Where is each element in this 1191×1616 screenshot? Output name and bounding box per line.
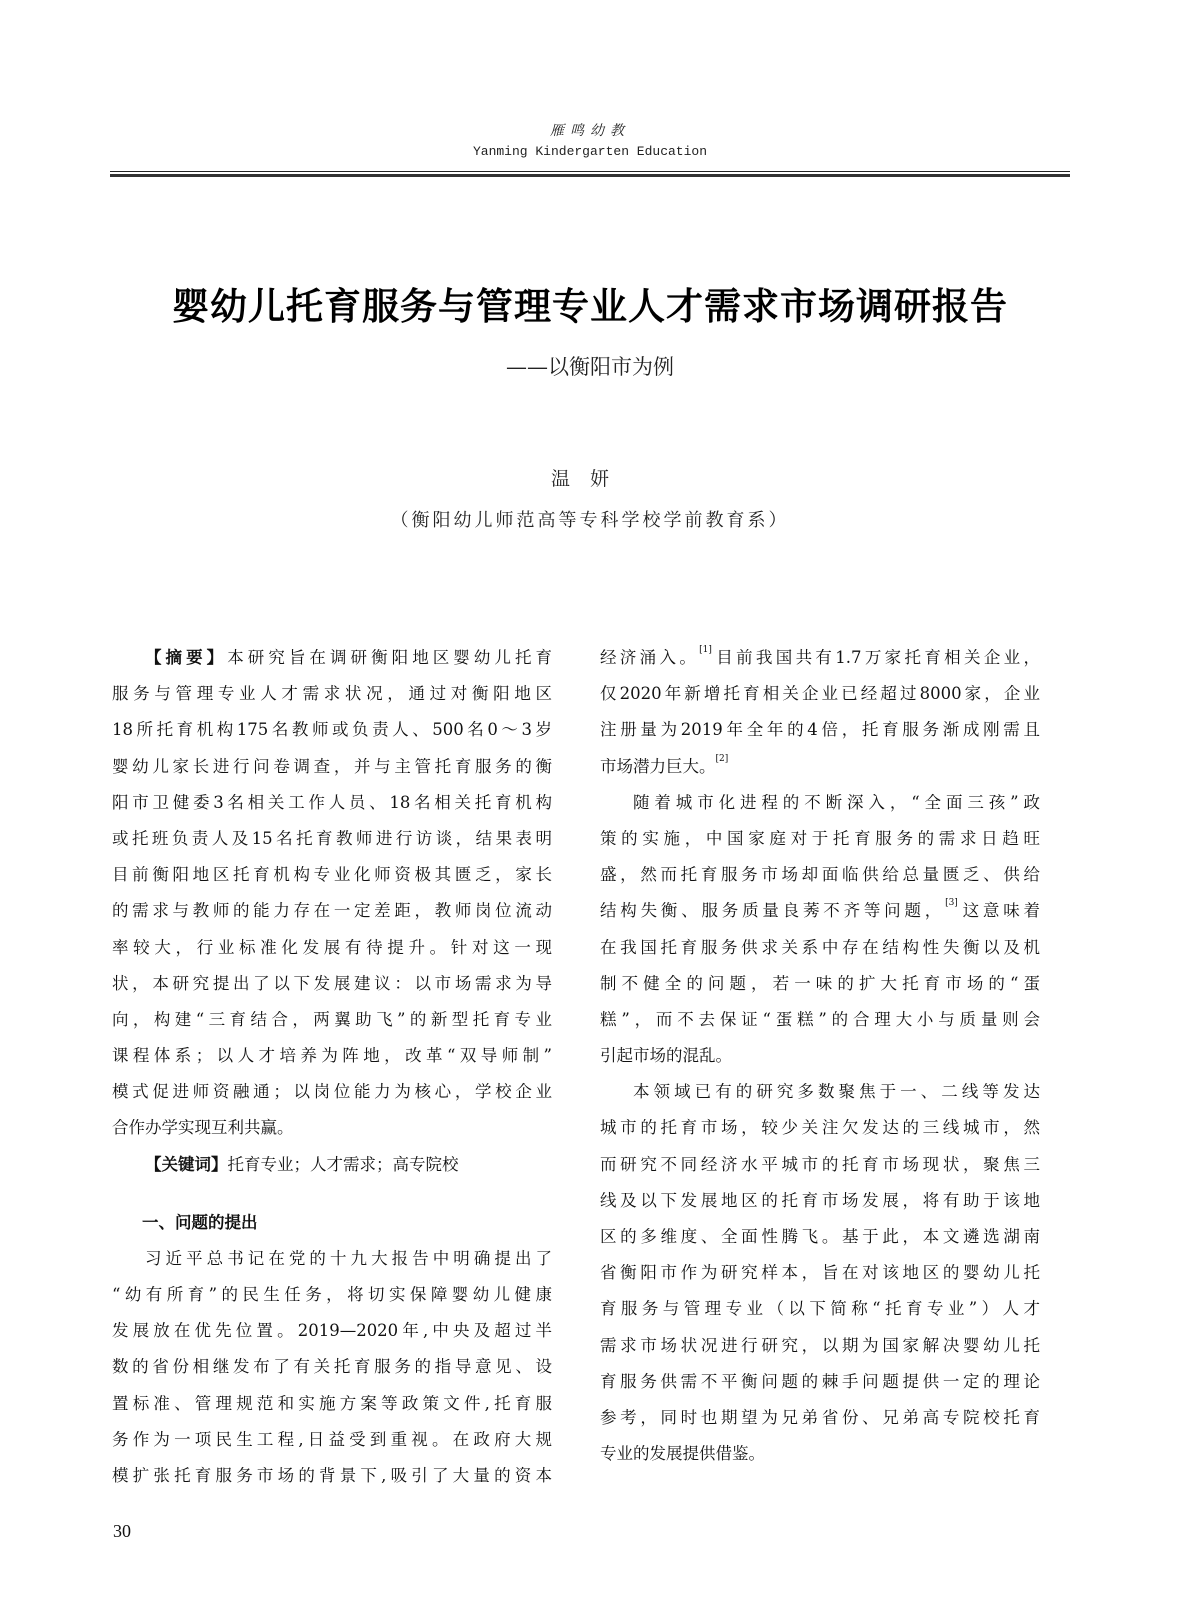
- body-line: 策的实施，中国家庭对于托育服务的需求日趋旺: [600, 828, 1040, 848]
- body-text: 经济涌入。: [600, 648, 700, 667]
- section-heading: 一、问题的提出: [142, 1212, 258, 1232]
- keywords-line: [112, 1147, 552, 1183]
- abstract-line: 阳市卫健委3名相关工作人员、18名相关托育机构: [112, 792, 552, 812]
- body-line: 随着城市化进程的不断深入，“全面三孩”政: [633, 792, 1040, 812]
- abstract-line: 或托班负责人及15名托育教师进行访谈，结果表明: [112, 828, 552, 848]
- body-line: 城市的托育市场，较少关注欠发达的三线城市，然: [600, 1118, 1040, 1138]
- author-name: 温妍: [550, 468, 629, 490]
- abstract-line: 目前衡阳地区托育机构专业化师资极其匮乏，家长: [112, 865, 552, 885]
- keywords-text: 托育专业；人才需求；高专院校: [227, 1154, 459, 1174]
- journal-name-english: Yanming Kindergarten Education: [472, 144, 708, 159]
- abstract-line: 18所托育机构175名教师或负责人、500名0～3岁: [112, 720, 552, 740]
- body-line: 省衡阳市作为研究样本，旨在对该地区的婴幼儿托: [600, 1263, 1040, 1283]
- abstract-line: 率较大，行业标准化发展有待提升。针对这一现: [112, 937, 552, 957]
- article-title: 婴幼儿托育服务与管理专业人才需求市场调研报告: [172, 285, 1008, 328]
- abstract-label: 【摘要】: [145, 648, 228, 667]
- spacer: [112, 1183, 552, 1205]
- body-line: 线及以下发展地区的托育市场发展，将有助于该地: [600, 1190, 1040, 1210]
- citation-ref[interactable]: [2]: [715, 753, 729, 764]
- abstract-line: 的需求与教师的能力存在一定差距，教师岗位流动: [112, 901, 552, 921]
- body-text: 市场潜力巨大。: [600, 756, 716, 776]
- body-line: 引起市场的混乱。: [600, 1046, 732, 1066]
- abstract-line: 模式促进师资融通；以岗位能力为核心，学校企业: [112, 1082, 552, 1102]
- body-line: 模扩张托育服务市场的背景下,吸引了大量的资本: [112, 1465, 552, 1485]
- abstract-line: [112, 640, 552, 676]
- body-text: 目前我国共有1.7万家托育相关企业，: [712, 648, 1040, 667]
- body-text: 结构失衡、服务质量良莠不齐等问题，: [600, 901, 946, 921]
- body-line: 而研究不同经济水平城市的托育市场现状，聚焦三: [600, 1154, 1040, 1174]
- body-line: 数的省份相继发布了有关托育服务的指导意见、设: [112, 1357, 552, 1377]
- body-line: 育服务供需不平衡问题的棘手问题提供一定的理论: [600, 1371, 1040, 1391]
- abstract-line: 向，构建“三育结合，两翼助飞”的新型托育专业: [112, 1009, 552, 1029]
- abstract-line: 课程体系；以人才培养为阵地，改革“双导师制”: [112, 1046, 552, 1066]
- body-line: 区的多维度、全面性腾飞。基于此，本文遴选湖南: [600, 1227, 1040, 1246]
- header-rule-thin: [110, 171, 1070, 172]
- body-line: 发展放在优先位置。2019—2020年,中央及超过半: [112, 1321, 552, 1341]
- body-line: 制不健全的问题，若一味的扩大托育市场的“蛋: [600, 973, 1040, 993]
- body-line: 需求市场状况进行研究，以期为国家解决婴幼儿托: [600, 1335, 1040, 1355]
- body-text: 这意味着: [958, 901, 1040, 921]
- body-line: [600, 640, 1040, 676]
- body-line: 本领域已有的研究多数聚焦于一、二线等发达: [633, 1082, 1040, 1102]
- body-line: [600, 893, 1040, 929]
- abstract-line: 婴幼儿家长进行问卷调查，并与主管托育服务的衡: [112, 756, 552, 776]
- page-number: 30: [113, 1521, 131, 1541]
- running-header: [110, 120, 1070, 162]
- body-line: 务作为一项民生工程,日益受到重视。在政府大规: [112, 1429, 552, 1449]
- author-affiliation: （衡阳幼儿师范高等专科学校学前教育系）: [390, 510, 790, 531]
- body-line: 仅2020年新增托育相关企业已经超过8000家，企业: [600, 684, 1040, 704]
- body-line: 在我国托育服务供求关系中存在结构性失衡以及机: [600, 937, 1040, 957]
- right-column: [600, 640, 1040, 1472]
- abstract-line: 服务与管理专业人才需求状况，通过对衡阳地区: [112, 684, 552, 704]
- body-line: 盛，然而托育服务市场却面临供给总量匮乏、供给: [600, 865, 1040, 885]
- body-line: 注册量为2019年全年的4倍，托育服务渐成刚需且: [600, 720, 1040, 740]
- journal-name-chinese: 雁鸣幼教: [550, 123, 630, 139]
- header-rule: [110, 171, 1070, 177]
- body-line: 糕”，而不去保证“蛋糕”的合理大小与质量则会: [600, 1009, 1040, 1029]
- keywords-label: 【关键词】: [145, 1154, 228, 1174]
- body-line: 参考，同时也期望为兄弟省份、兄弟高专院校托育: [600, 1407, 1040, 1427]
- body-line: 专业的发展提供借鉴。: [600, 1444, 765, 1464]
- abstract-text: 本研究旨在调研衡阳地区婴幼儿托育: [227, 648, 552, 667]
- citation-ref[interactable]: [3]: [945, 898, 958, 909]
- body-line: 习近平总书记在党的十九大报告中明确提出了: [145, 1248, 552, 1268]
- article-subtitle: ——以衡阳市为例: [506, 355, 674, 379]
- body-line: “幼有所育”的民生任务，将切实保障婴幼儿健康: [112, 1285, 552, 1304]
- abstract-line: 合作办学实现互利共赢。: [112, 1118, 294, 1138]
- left-column: [112, 640, 552, 1494]
- body-line: 育服务与管理专业（以下简称“托育专业”）人才: [600, 1299, 1040, 1319]
- citation-ref[interactable]: [1]: [699, 645, 712, 655]
- body-line: 置标准、管理规范和实施方案等政策文件,托育服: [112, 1393, 552, 1413]
- body-line: [600, 749, 1040, 785]
- abstract-line: 状，本研究提出了以下发展建议：以市场需求为导: [112, 973, 552, 993]
- header-rule-thick: [110, 174, 1070, 177]
